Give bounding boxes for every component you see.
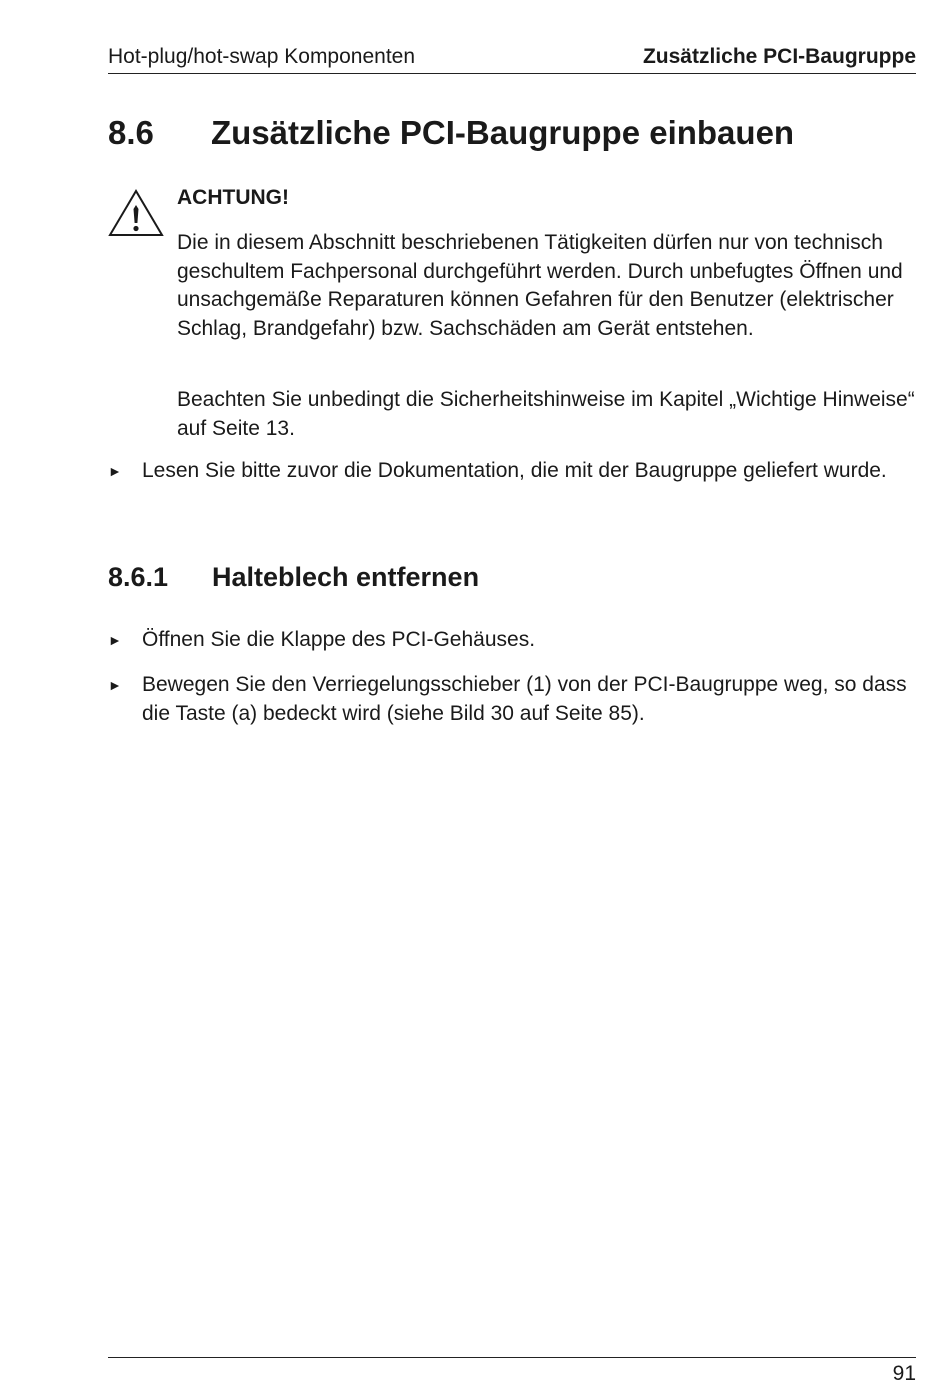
list-item (108, 457, 916, 486)
warning-heading: ACHTUNG! (177, 186, 289, 209)
list-item-text: Lesen Sie bitte zuvor die Dokumentation, die mit der Baugruppe geliefert wurde. (142, 459, 887, 482)
bullet-arrow-icon: ► (108, 632, 122, 648)
warning-triangle-icon (106, 187, 166, 243)
bullet-arrow-icon: ► (108, 463, 122, 479)
section-title: Zusätzliche PCI-Baugruppe einbauen (211, 114, 795, 151)
section-number: 8.6 (108, 114, 154, 151)
subsection-number: 8.6.1 (108, 562, 169, 592)
page-footer-rule (108, 1357, 916, 1358)
list-item (108, 671, 916, 728)
list-item (108, 626, 916, 655)
page-header (108, 43, 916, 74)
page-number: 91 (892, 1362, 916, 1385)
section-heading (108, 114, 794, 152)
bullet-arrow-icon: ► (108, 677, 122, 693)
warning-paragraph: Die in diesem Abschnitt beschriebenen Tätigkeiten dürfen nur von technisch geschultem Fachpersonal durchgeführt werden. Durch unbefugtes Öffnen und unsachgemäße Reparaturen können Gefahren für den Benutzer (elektrischer Schlag, Brandgefahr) bzw. Sachschäden am Gerät entstehen. (177, 231, 903, 340)
subsection-title: Halteblech entfernen (212, 562, 480, 592)
header-section: Zusätzliche PCI-Baugruppe (642, 45, 916, 68)
header-chapter: Hot-plug/hot-swap Komponenten (108, 45, 416, 68)
list-item-text: Öffnen Sie die Klappe des PCI-Gehäuses. (142, 628, 536, 651)
subsection-heading (108, 562, 479, 593)
warning-reference-paragraph: Beachten Sie unbedingt die Sicherheitshinweise im Kapitel „Wichtige Hinweise“ auf Seite 13. (177, 388, 915, 440)
list-item-text: Bewegen Sie den Verriegelungsschieber (1) von der PCI-Baugruppe weg, so dass die Taste (a) bedeckt wird (siehe Bild 30 auf Seite 85). (142, 673, 907, 725)
